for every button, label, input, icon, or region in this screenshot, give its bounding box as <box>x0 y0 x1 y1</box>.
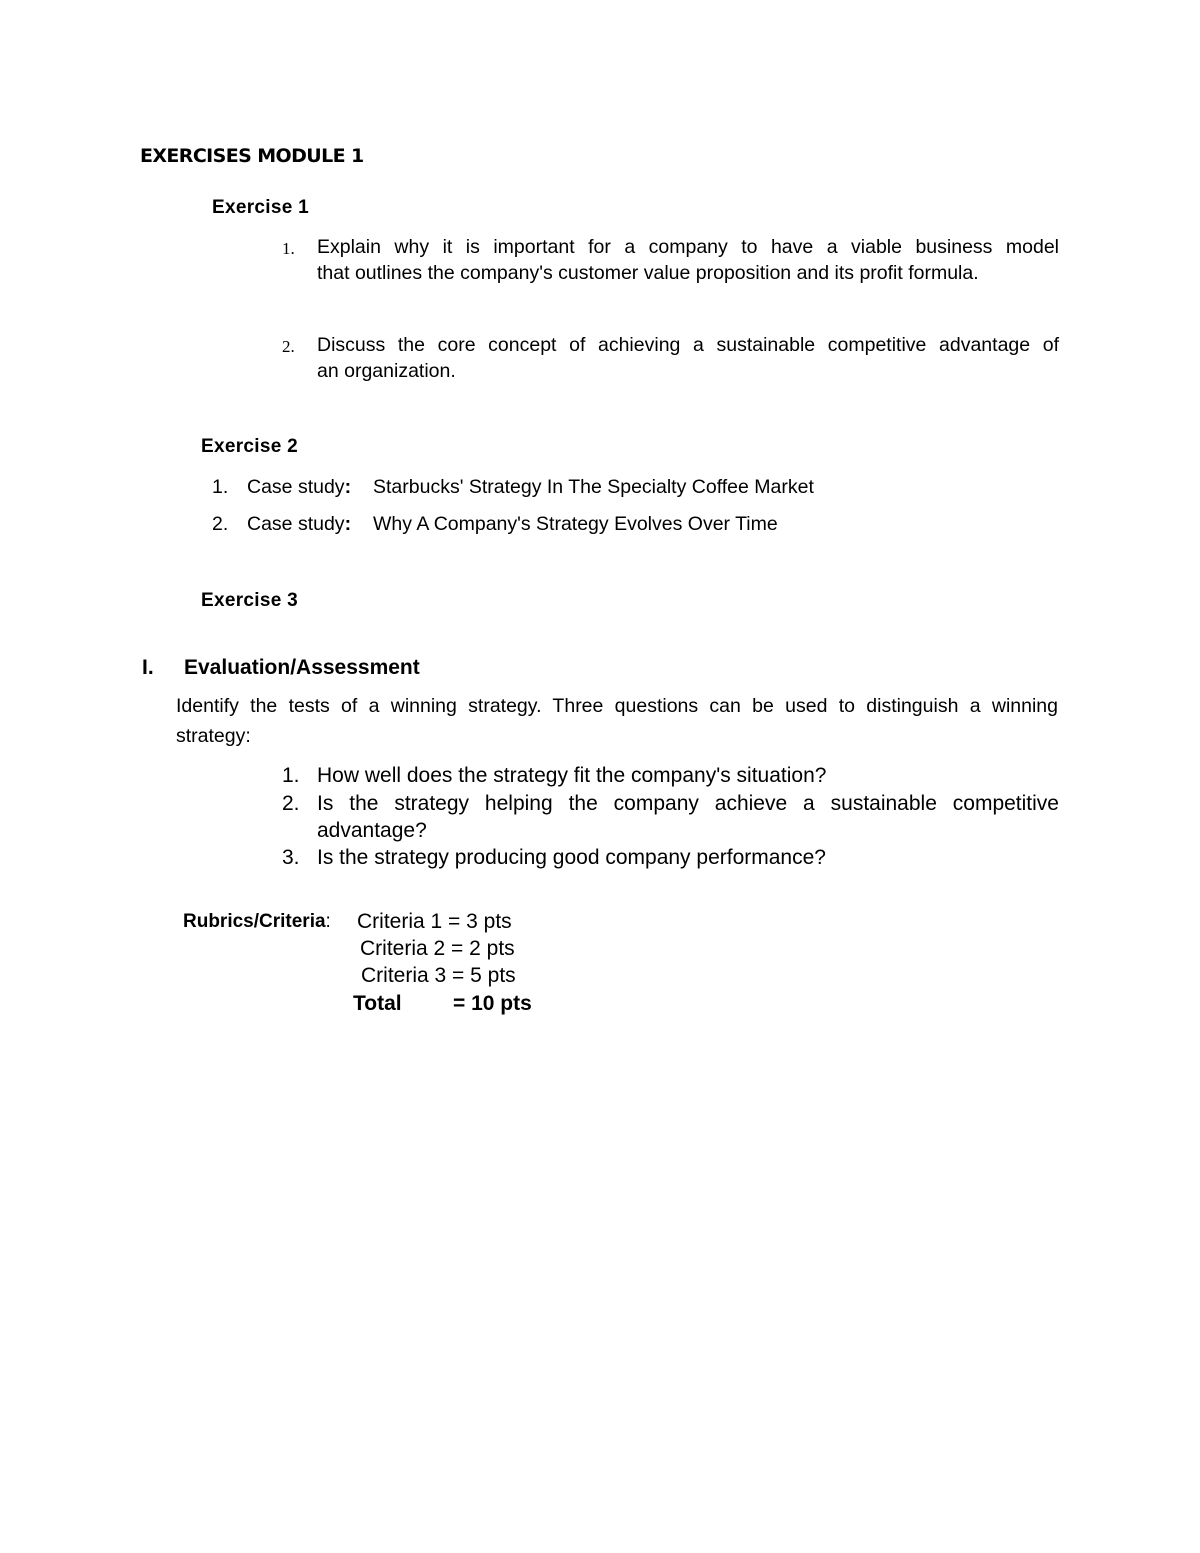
rubrics-heading <box>183 911 331 933</box>
exercise-2-heading: Exercise 2 <box>201 436 299 457</box>
exercise-2-item-1 <box>247 476 351 499</box>
question-1-text: How well does the strategy fit the company's situation? <box>317 764 827 787</box>
exercise-2-item-1-number: 1. <box>212 476 229 498</box>
exercise-1-item-2-line-2: an organization. <box>317 360 456 382</box>
rubric-criteria-3: Criteria 3 = 5 pts <box>361 964 516 987</box>
rubric-criteria-1: Criteria 1 = 3 pts <box>357 910 512 933</box>
question-2-number: 2. <box>282 792 300 815</box>
exercise-2-item-1-text: Starbucks' Strategy In The Specialty Coffee Market <box>373 476 814 498</box>
question-1-number: 1. <box>282 764 300 787</box>
exercise-2-item-2-label: Case study <box>247 513 345 535</box>
question-2-line-2: advantage? <box>317 819 427 842</box>
rubrics-colon: : <box>325 911 331 932</box>
exercise-1-item-1-number: 1. <box>282 239 295 258</box>
exercise-1-item-2-line-1: Discuss the core concept of achieving a sustainable competitive advantage of <box>317 334 1059 356</box>
evaluation-intro-line-2: strategy: <box>176 725 251 747</box>
exercise-1-heading: Exercise 1 <box>212 197 310 218</box>
exercise-2-item-2-colon: : <box>344 513 352 535</box>
rubric-total-value: = 10 pts <box>453 992 532 1015</box>
exercise-1-item-1-line-2: that outlines the company's customer value proposition and its profit formula. <box>317 262 979 284</box>
evaluation-numeral: I. <box>142 656 154 679</box>
question-2-line-1: Is the strategy helping the company achieve a sustainable competitive <box>317 792 1059 815</box>
exercise-1-item-2-number: 2. <box>282 337 295 356</box>
rubric-criteria-2: Criteria 2 = 2 pts <box>360 937 515 960</box>
evaluation-title: Evaluation/Assessment <box>184 656 420 679</box>
exercise-3-heading: Exercise 3 <box>201 590 299 611</box>
exercise-2-item-1-colon: : <box>344 476 352 498</box>
exercise-1-item-1-line-1: Explain why it is important for a company to have a viable business model <box>317 236 1059 258</box>
rubric-total-label: Total <box>353 992 402 1015</box>
question-3-text: Is the strategy producing good company performance? <box>317 846 826 869</box>
exercise-2-item-2-number: 2. <box>212 513 229 535</box>
exercise-2-item-2-text: Why A Company's Strategy Evolves Over Time <box>373 513 778 535</box>
question-3-number: 3. <box>282 846 300 869</box>
exercise-2-item-1-label: Case study <box>247 476 345 498</box>
document-title: EXERCISES MODULE 1 <box>140 145 364 167</box>
exercise-2-item-2 <box>247 513 351 536</box>
rubrics-label: Rubrics/Criteria <box>183 911 326 932</box>
evaluation-intro-line-1: Identify the tests of a winning strategy. Three questions can be used to distinguish a winning <box>176 695 1058 717</box>
